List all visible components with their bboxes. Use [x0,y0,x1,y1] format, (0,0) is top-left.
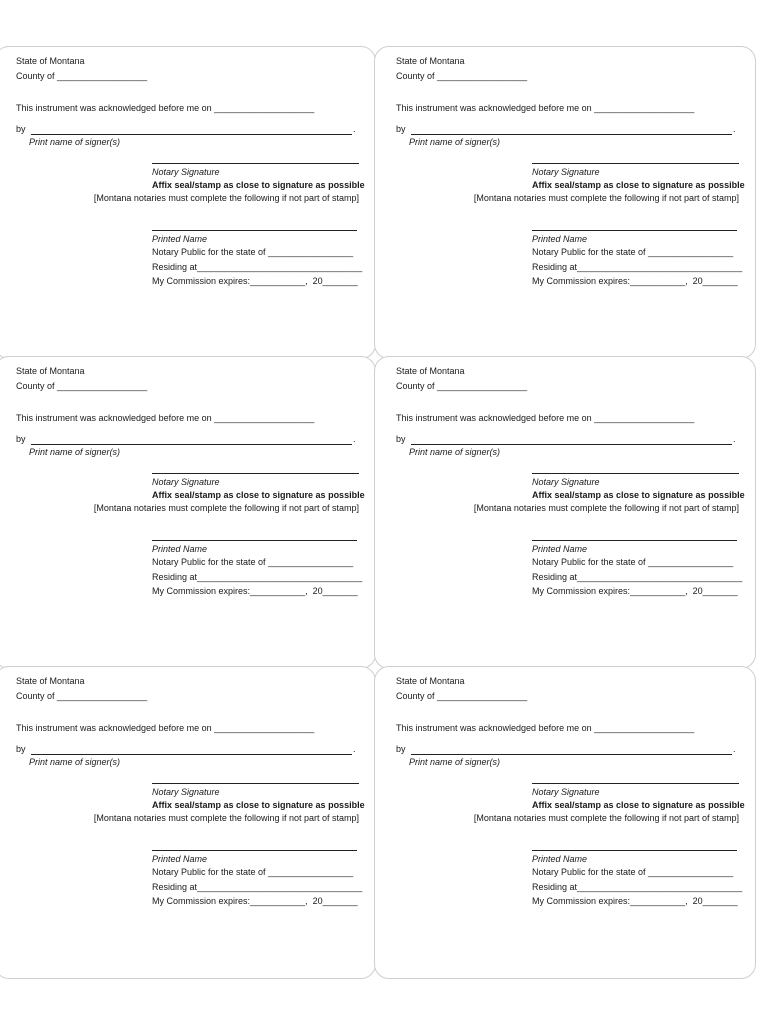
acknowledged-date-field[interactable]: This instrument was acknowledged before me on ____________________ [16,723,315,733]
printed-name-caption: Printed Name [532,234,588,244]
commission-expires-field[interactable]: My Commission expires:___________, 20_______ [532,896,738,906]
residing-at-field[interactable]: Residing at_________________________________ [152,572,363,582]
print-name-caption: Print name of signer(s) [409,757,501,767]
by-period: . [353,434,356,444]
montana-note: [Montana notaries must complete the following if not part of stamp] [473,503,739,513]
montana-note: [Montana notaries must complete the following if not part of stamp] [473,813,739,823]
montana-note: [Montana notaries must complete the following if not part of stamp] [93,813,359,823]
commission-expires-field[interactable]: My Commission expires:___________, 20_______ [532,586,738,596]
notary-acknowledgment-label [0,356,376,669]
printed-name-caption: Printed Name [152,854,208,864]
commission-expires-field[interactable]: My Commission expires:___________, 20_______ [152,586,358,596]
commission-expires-field[interactable]: My Commission expires:___________, 20_______ [532,276,738,286]
residing-at-field[interactable]: Residing at_________________________________ [532,572,743,582]
printed-name-line[interactable] [532,850,737,851]
by-period: . [353,744,356,754]
affix-seal-instruction: Affix seal/stamp as close to signature as possible [532,180,745,190]
state-line: State of Montana [16,56,85,66]
notary-signature-line[interactable] [152,473,359,474]
by-label: by [396,124,406,134]
notary-signature-line[interactable] [532,163,739,164]
notary-public-state-field[interactable]: Notary Public for the state of _________________ [152,247,354,257]
notary-signature-caption: Notary Signature [532,167,600,177]
commission-expires-field[interactable]: My Commission expires:___________, 20_______ [152,276,358,286]
notary-public-state-field[interactable]: Notary Public for the state of _________________ [532,557,734,567]
print-name-caption: Print name of signer(s) [409,137,501,147]
notary-acknowledgment-label [374,666,756,979]
notary-acknowledgment-label [374,46,756,359]
commission-expires-field[interactable]: My Commission expires:___________, 20_______ [152,896,358,906]
residing-at-field[interactable]: Residing at_________________________________ [152,882,363,892]
affix-seal-instruction: Affix seal/stamp as close to signature as possible [532,490,745,500]
affix-seal-instruction: Affix seal/stamp as close to signature as possible [152,180,365,190]
notary-acknowledgment-label [0,666,376,979]
signer-name-line[interactable] [411,444,732,445]
signer-name-line[interactable] [411,754,732,755]
notary-signature-caption: Notary Signature [532,477,600,487]
affix-seal-instruction: Affix seal/stamp as close to signature as possible [152,490,365,500]
notary-signature-caption: Notary Signature [152,477,220,487]
signer-name-line[interactable] [31,134,352,135]
state-line: State of Montana [396,56,465,66]
montana-note: [Montana notaries must complete the following if not part of stamp] [93,193,359,203]
notary-signature-line[interactable] [532,783,739,784]
county-field[interactable]: County of __________________ [16,381,148,391]
acknowledged-date-field[interactable]: This instrument was acknowledged before me on ____________________ [396,103,695,113]
notary-public-state-field[interactable]: Notary Public for the state of _________________ [532,867,734,877]
printed-name-line[interactable] [152,230,357,231]
by-period: . [733,744,736,754]
county-field[interactable]: County of __________________ [396,71,528,81]
by-period: . [733,124,736,134]
state-line: State of Montana [16,676,85,686]
notary-signature-line[interactable] [532,473,739,474]
by-period: . [733,434,736,444]
by-label: by [396,744,406,754]
residing-at-field[interactable]: Residing at_________________________________ [152,262,363,272]
printed-name-line[interactable] [152,540,357,541]
acknowledged-date-field[interactable]: This instrument was acknowledged before me on ____________________ [396,723,695,733]
affix-seal-instruction: Affix seal/stamp as close to signature as possible [152,800,365,810]
montana-note: [Montana notaries must complete the following if not part of stamp] [473,193,739,203]
residing-at-field[interactable]: Residing at_________________________________ [532,882,743,892]
notary-acknowledgment-label [374,356,756,669]
notary-signature-line[interactable] [152,163,359,164]
by-label: by [16,744,26,754]
by-period: . [353,124,356,134]
notary-signature-line[interactable] [152,783,359,784]
notary-public-state-field[interactable]: Notary Public for the state of _________________ [152,867,354,877]
notary-signature-caption: Notary Signature [532,787,600,797]
county-field[interactable]: County of __________________ [16,71,148,81]
signer-name-line[interactable] [31,444,352,445]
printed-name-line[interactable] [532,230,737,231]
print-name-caption: Print name of signer(s) [29,757,121,767]
state-line: State of Montana [16,366,85,376]
acknowledged-date-field[interactable]: This instrument was acknowledged before me on ____________________ [16,103,315,113]
print-name-caption: Print name of signer(s) [409,447,501,457]
county-field[interactable]: County of __________________ [16,691,148,701]
county-field[interactable]: County of __________________ [396,691,528,701]
signer-name-line[interactable] [411,134,732,135]
by-label: by [396,434,406,444]
printed-name-caption: Printed Name [152,234,208,244]
notary-public-state-field[interactable]: Notary Public for the state of _________________ [532,247,734,257]
notary-public-state-field[interactable]: Notary Public for the state of _________________ [152,557,354,567]
printed-name-caption: Printed Name [152,544,208,554]
print-name-caption: Print name of signer(s) [29,137,121,147]
printed-name-caption: Printed Name [532,854,588,864]
residing-at-field[interactable]: Residing at_________________________________ [532,262,743,272]
acknowledged-date-field[interactable]: This instrument was acknowledged before me on ____________________ [396,413,695,423]
notary-signature-caption: Notary Signature [152,167,220,177]
printed-name-line[interactable] [152,850,357,851]
notary-signature-caption: Notary Signature [152,787,220,797]
signer-name-line[interactable] [31,754,352,755]
notary-acknowledgment-label [0,46,376,359]
affix-seal-instruction: Affix seal/stamp as close to signature as possible [532,800,745,810]
state-line: State of Montana [396,676,465,686]
montana-note: [Montana notaries must complete the following if not part of stamp] [93,503,359,513]
county-field[interactable]: County of __________________ [396,381,528,391]
printed-name-caption: Printed Name [532,544,588,554]
state-line: State of Montana [396,366,465,376]
acknowledged-date-field[interactable]: This instrument was acknowledged before me on ____________________ [16,413,315,423]
print-name-caption: Print name of signer(s) [29,447,121,457]
by-label: by [16,434,26,444]
by-label: by [16,124,26,134]
printed-name-line[interactable] [532,540,737,541]
